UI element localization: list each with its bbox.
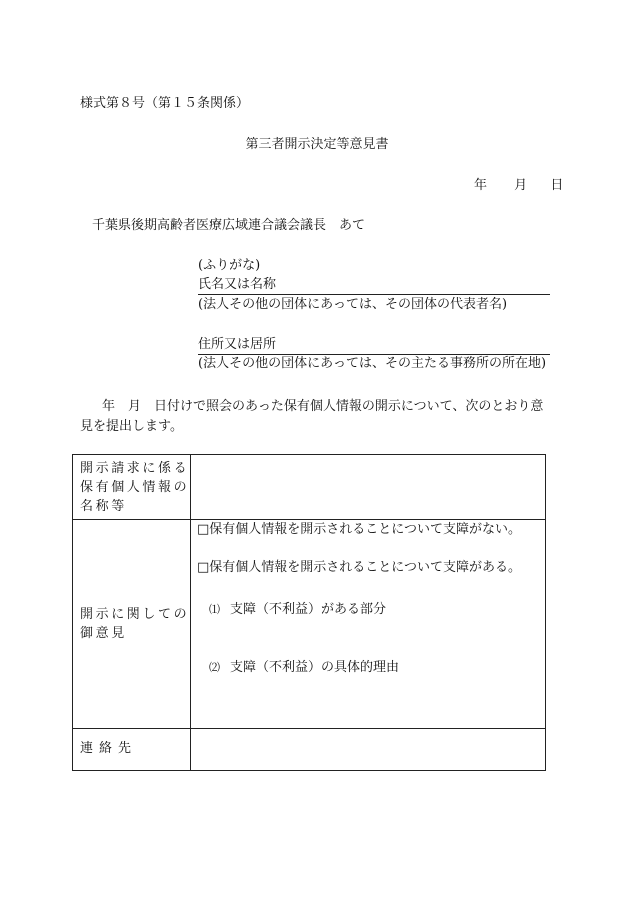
opinion-label: 開示に関しての御意見 [73,520,191,729]
address-label: 住所又は居所 [198,337,277,352]
table-row [73,520,546,729]
name-note: (法人その他の団体にあっては、その団体の代表者名) [198,297,508,312]
option-issue[interactable]: □保有個人情報を開示されることについて支障がある。 [197,560,522,575]
table-row [73,455,546,520]
sub-item-label: 支障（不利益）の具体的理由 [230,660,400,675]
contact-label: 連絡先 [73,729,191,771]
opinion-table [72,454,546,771]
date-year: 年 [474,178,488,193]
sub-item-label: 支障（不利益）がある部分 [230,602,387,617]
address-field[interactable] [198,337,550,355]
name-field[interactable] [198,277,550,295]
page-title: 第三者開示決定等意見書 [245,137,389,152]
body-text: 年 月 日付けで照会のあった保有個人情報の開示について、次のとおり意見を提出します。 [80,399,544,434]
form-number: 様式第８号（第１５条関係） [80,96,250,111]
furigana-label: (ふりがな) [198,258,261,273]
name-label: 氏名又は名称 [198,277,277,292]
date-line [474,178,563,194]
sub-item-number: ⑵ [209,661,220,674]
option-no-issue[interactable]: □保有個人情報を開示されることについて支障がない。 [197,522,522,537]
date-month: 月 [514,178,528,193]
recipient: 千葉県後期高齢者医療広域連合議会議長 あて [92,218,366,233]
contact-field[interactable] [191,729,546,771]
request-info-label: 開示請求に係る保有個人情報の名称等 [73,455,191,520]
table-row [73,729,546,771]
sub-item-number: ⑴ [209,603,220,616]
opinion-field[interactable] [191,520,546,729]
date-day: 日 [550,178,564,193]
address-note: (法人その他の団体にあっては、その主たる事務所の所在地) [198,356,547,371]
request-info-field[interactable] [191,455,546,520]
sub-item-reason [209,660,399,676]
sub-item-affected-part [209,602,386,618]
